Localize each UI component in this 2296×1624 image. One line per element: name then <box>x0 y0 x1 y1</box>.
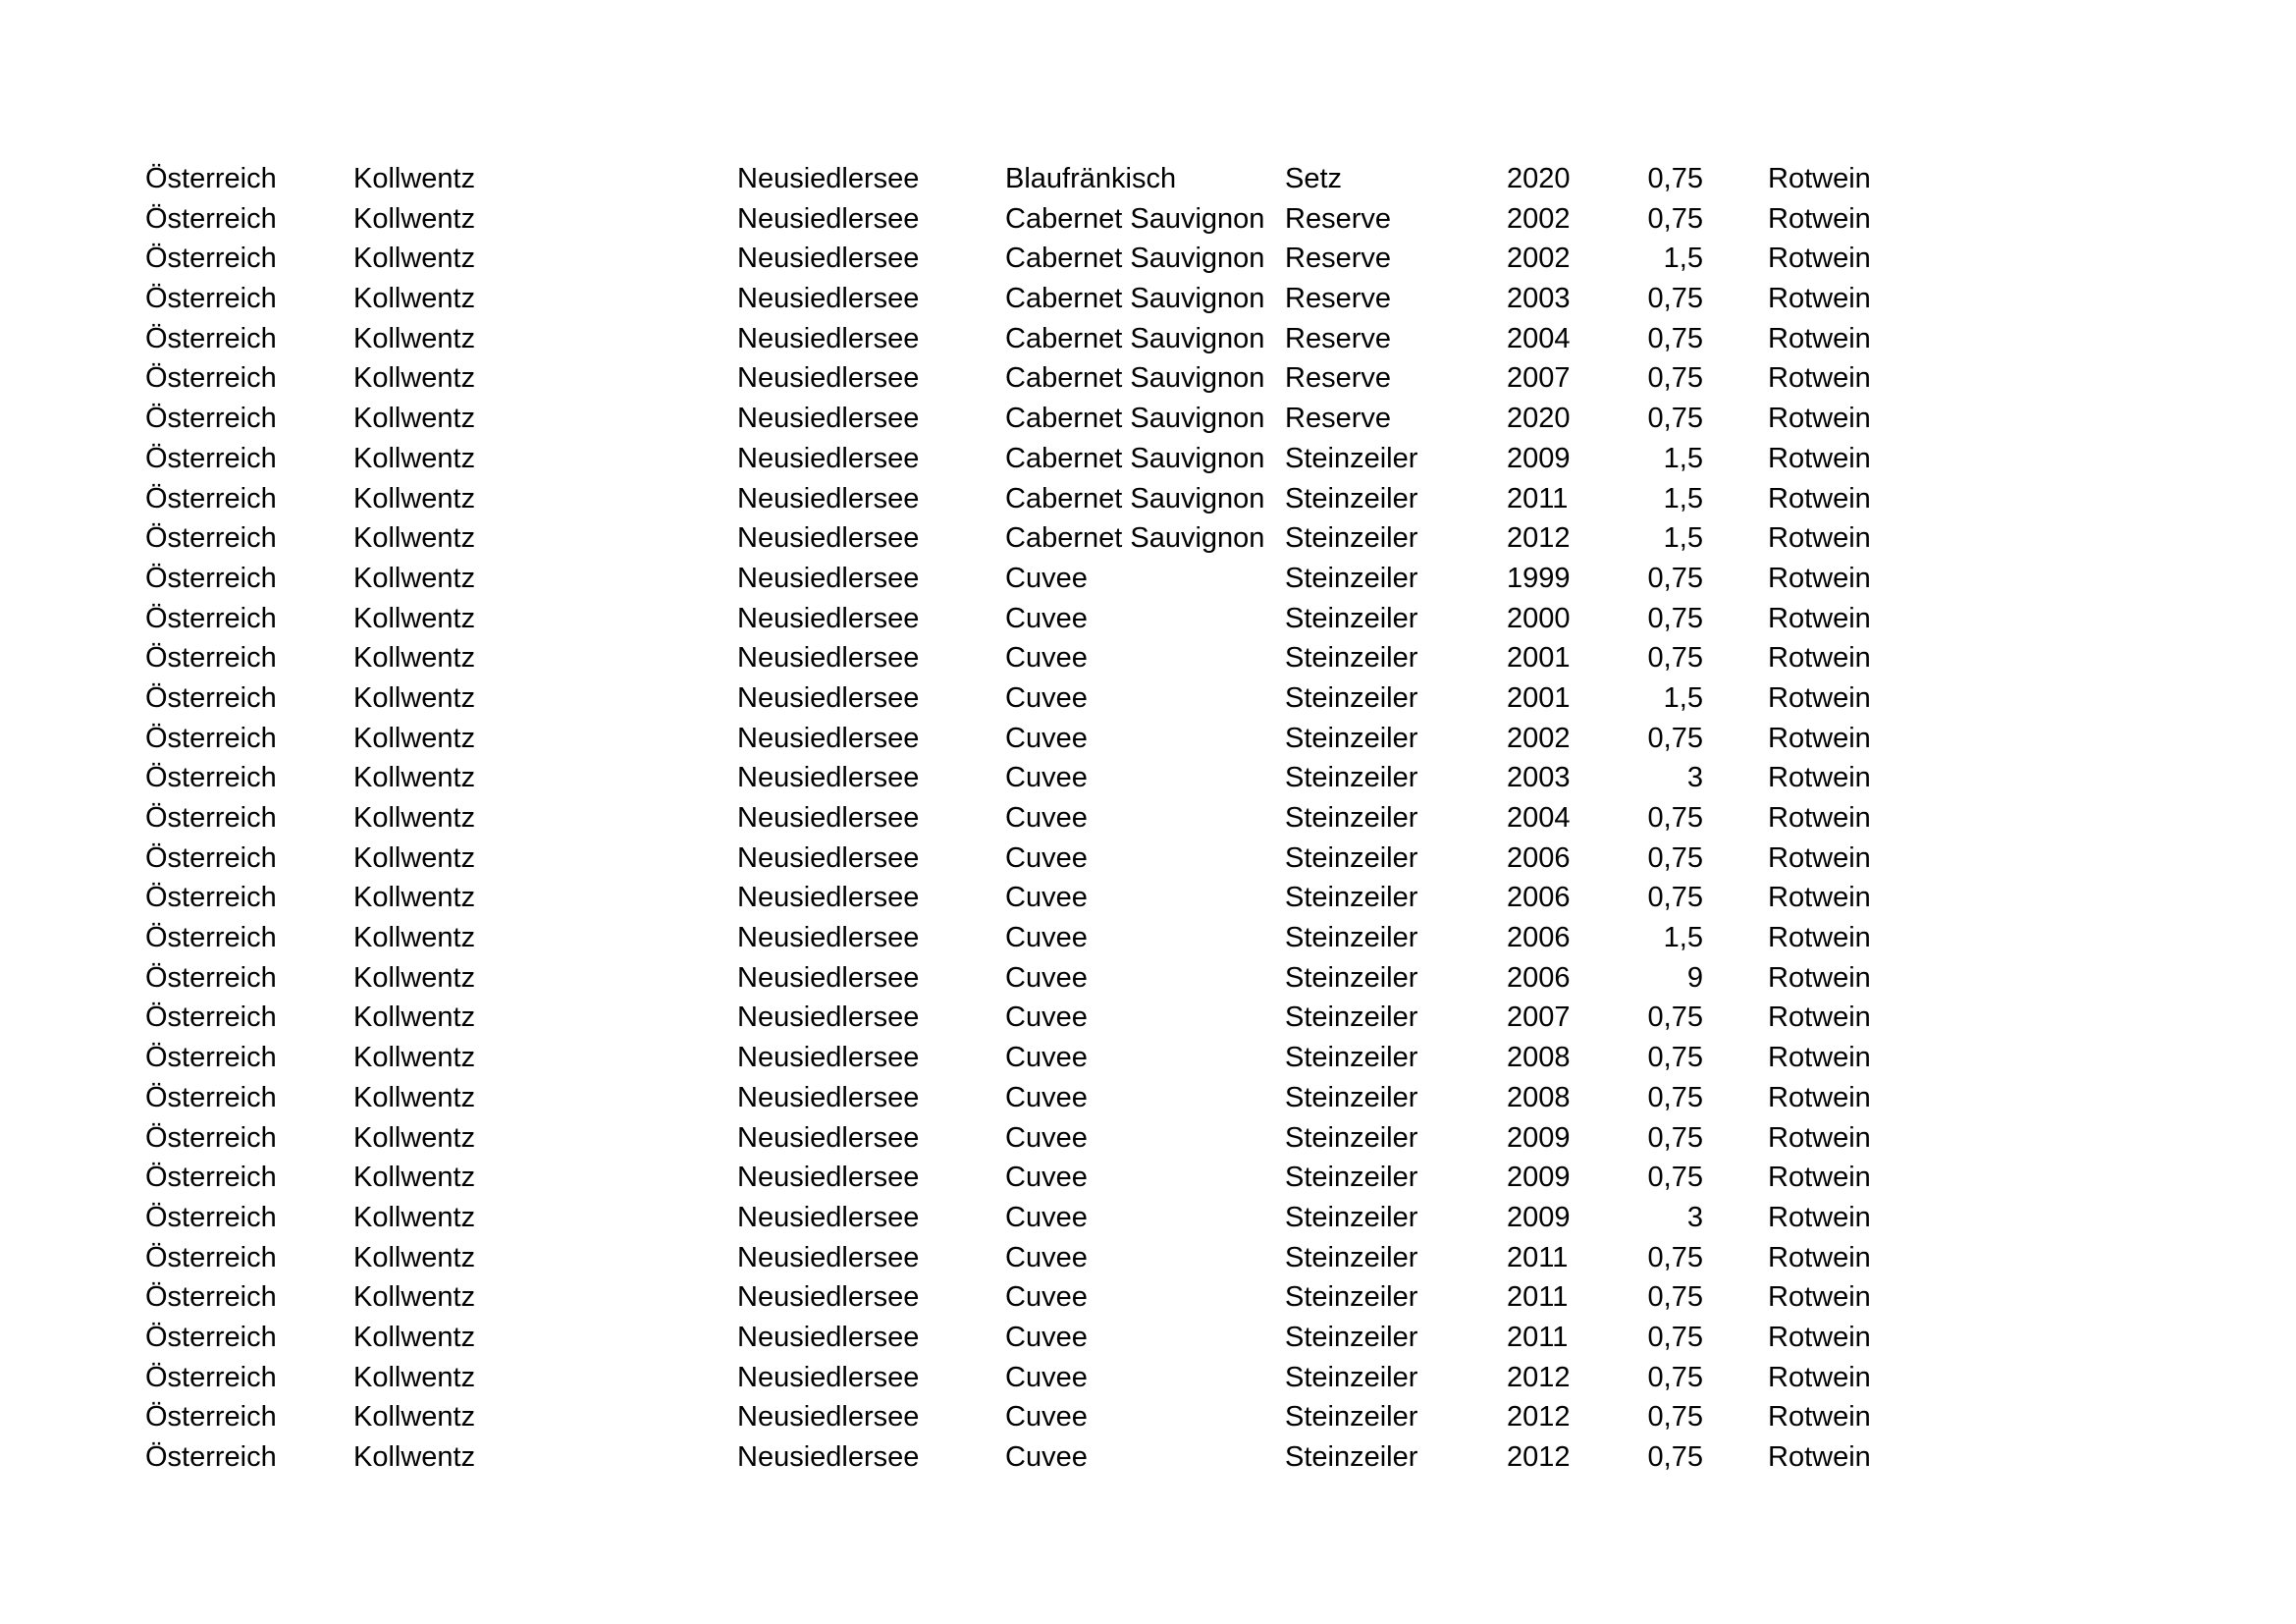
vintage-cell: 2012 <box>1507 1441 1571 1473</box>
bottle-size-cell: 0,75 <box>1647 722 1703 754</box>
producer-cell: Kollwentz <box>353 1241 476 1273</box>
region-cell: Neusiedlersee <box>737 722 920 754</box>
vintage-cell: 2020 <box>1507 163 1571 194</box>
region-cell: Neusiedlersee <box>737 1321 920 1353</box>
grape-cell: Cuvee <box>1005 1321 1088 1353</box>
wine-type-cell: Rotwein <box>1768 841 1871 874</box>
region-cell: Neusiedlersee <box>737 1001 920 1034</box>
table-row <box>0 1437 2296 1478</box>
country-cell: Österreich <box>145 602 277 634</box>
table-row <box>0 839 2296 879</box>
producer-cell: Kollwentz <box>353 562 476 594</box>
wine-type-cell: Rotwein <box>1768 882 1871 914</box>
table-row <box>0 1118 2296 1159</box>
wine-type-cell: Rotwein <box>1768 961 1871 994</box>
bottle-size-cell: 0,75 <box>1647 1081 1703 1113</box>
wine-name-cell: Steinzeiler <box>1285 961 1418 994</box>
table-row <box>0 399 2296 439</box>
vintage-cell: 2009 <box>1507 1121 1571 1154</box>
producer-cell: Kollwentz <box>353 681 476 714</box>
country-cell: Österreich <box>145 283 277 315</box>
region-cell: Neusiedlersee <box>737 1042 920 1074</box>
bottle-size-cell: 9 <box>1686 961 1703 994</box>
producer-cell: Kollwentz <box>353 1201 476 1233</box>
bottle-size-cell: 1,5 <box>1663 482 1703 514</box>
wine-type-cell: Rotwein <box>1768 1081 1871 1113</box>
wine-name-cell: Steinzeiler <box>1285 562 1418 594</box>
producer-cell: Kollwentz <box>353 322 476 354</box>
region-cell: Neusiedlersee <box>737 283 920 315</box>
country-cell: Österreich <box>145 1001 277 1034</box>
region-cell: Neusiedlersee <box>737 602 920 634</box>
producer-cell: Kollwentz <box>353 1001 476 1034</box>
country-cell: Österreich <box>145 163 277 194</box>
table-row <box>0 918 2296 958</box>
vintage-cell: 2009 <box>1507 1201 1571 1233</box>
bottle-size-cell: 0,75 <box>1647 163 1703 194</box>
table-row <box>0 1358 2296 1398</box>
wine-name-cell: Steinzeiler <box>1285 1361 1418 1393</box>
wine-type-cell: Rotwein <box>1768 1201 1871 1233</box>
region-cell: Neusiedlersee <box>737 1441 920 1473</box>
table-row <box>0 279 2296 319</box>
wine-type-cell: Rotwein <box>1768 722 1871 754</box>
bottle-size-cell: 1,5 <box>1663 522 1703 555</box>
region-cell: Neusiedlersee <box>737 522 920 555</box>
wine-name-cell: Steinzeiler <box>1285 762 1418 794</box>
grape-cell: Cuvee <box>1005 1081 1088 1113</box>
wine-name-cell: Steinzeiler <box>1285 1121 1418 1154</box>
bottle-size-cell: 0,75 <box>1647 562 1703 594</box>
wine-name-cell: Steinzeiler <box>1285 1042 1418 1074</box>
country-cell: Österreich <box>145 482 277 514</box>
grape-cell: Cuvee <box>1005 642 1088 675</box>
grape-cell: Cabernet Sauvignon <box>1005 202 1265 235</box>
region-cell: Neusiedlersee <box>737 362 920 395</box>
wine-name-cell: Steinzeiler <box>1285 722 1418 754</box>
table-row <box>0 719 2296 759</box>
country-cell: Österreich <box>145 1201 277 1233</box>
wine-type-cell: Rotwein <box>1768 1121 1871 1154</box>
vintage-cell: 2003 <box>1507 283 1571 315</box>
bottle-size-cell: 0,75 <box>1647 362 1703 395</box>
grape-cell: Cuvee <box>1005 922 1088 954</box>
grape-cell: Cuvee <box>1005 802 1088 834</box>
grape-cell: Cuvee <box>1005 1201 1088 1233</box>
table-row <box>0 958 2296 999</box>
bottle-size-cell: 1,5 <box>1663 922 1703 954</box>
country-cell: Österreich <box>145 442 277 474</box>
region-cell: Neusiedlersee <box>737 1401 920 1434</box>
grape-cell: Cuvee <box>1005 1361 1088 1393</box>
producer-cell: Kollwentz <box>353 1121 476 1154</box>
wine-name-cell: Steinzeiler <box>1285 841 1418 874</box>
producer-cell: Kollwentz <box>353 722 476 754</box>
region-cell: Neusiedlersee <box>737 482 920 514</box>
bottle-size-cell: 1,5 <box>1663 681 1703 714</box>
country-cell: Österreich <box>145 243 277 275</box>
producer-cell: Kollwentz <box>353 802 476 834</box>
vintage-cell: 2008 <box>1507 1081 1571 1113</box>
bottle-size-cell: 0,75 <box>1647 1241 1703 1273</box>
vintage-cell: 2000 <box>1507 602 1571 634</box>
bottle-size-cell: 0,75 <box>1647 202 1703 235</box>
grape-cell: Cuvee <box>1005 722 1088 754</box>
vintage-cell: 2006 <box>1507 922 1571 954</box>
bottle-size-cell: 0,75 <box>1647 802 1703 834</box>
region-cell: Neusiedlersee <box>737 442 920 474</box>
bottle-size-cell: 0,75 <box>1647 642 1703 675</box>
table-row <box>0 319 2296 359</box>
grape-cell: Cuvee <box>1005 1441 1088 1473</box>
wine-name-cell: Steinzeiler <box>1285 1441 1418 1473</box>
country-cell: Österreich <box>145 1081 277 1113</box>
producer-cell: Kollwentz <box>353 1281 476 1314</box>
producer-cell: Kollwentz <box>353 522 476 555</box>
wine-type-cell: Rotwein <box>1768 1401 1871 1434</box>
bottle-size-cell: 0,75 <box>1647 841 1703 874</box>
region-cell: Neusiedlersee <box>737 562 920 594</box>
country-cell: Österreich <box>145 1441 277 1473</box>
region-cell: Neusiedlersee <box>737 762 920 794</box>
producer-cell: Kollwentz <box>353 1321 476 1353</box>
wine-type-cell: Rotwein <box>1768 522 1871 555</box>
bottle-size-cell: 0,75 <box>1647 1042 1703 1074</box>
producer-cell: Kollwentz <box>353 961 476 994</box>
country-cell: Österreich <box>145 681 277 714</box>
vintage-cell: 2006 <box>1507 961 1571 994</box>
grape-cell: Cabernet Sauvignon <box>1005 403 1265 435</box>
wine-type-cell: Rotwein <box>1768 202 1871 235</box>
vintage-cell: 2012 <box>1507 522 1571 555</box>
bottle-size-cell: 0,75 <box>1647 283 1703 315</box>
country-cell: Österreich <box>145 403 277 435</box>
region-cell: Neusiedlersee <box>737 882 920 914</box>
vintage-cell: 2009 <box>1507 1162 1571 1194</box>
wine-type-cell: Rotwein <box>1768 802 1871 834</box>
producer-cell: Kollwentz <box>353 1042 476 1074</box>
grape-cell: Cabernet Sauvignon <box>1005 522 1265 555</box>
wine-name-cell: Steinzeiler <box>1285 1001 1418 1034</box>
region-cell: Neusiedlersee <box>737 841 920 874</box>
table-row <box>0 479 2296 519</box>
grape-cell: Cuvee <box>1005 961 1088 994</box>
wine-type-cell: Rotwein <box>1768 283 1871 315</box>
wine-type-cell: Rotwein <box>1768 922 1871 954</box>
vintage-cell: 2001 <box>1507 681 1571 714</box>
table-row <box>0 1238 2296 1278</box>
wine-name-cell: Steinzeiler <box>1285 681 1418 714</box>
bottle-size-cell: 0,75 <box>1647 403 1703 435</box>
country-cell: Österreich <box>145 841 277 874</box>
producer-cell: Kollwentz <box>353 202 476 235</box>
wine-type-cell: Rotwein <box>1768 1042 1871 1074</box>
country-cell: Österreich <box>145 202 277 235</box>
wine-type-cell: Rotwein <box>1768 681 1871 714</box>
vintage-cell: 2007 <box>1507 362 1571 395</box>
grape-cell: Cuvee <box>1005 681 1088 714</box>
vintage-cell: 2006 <box>1507 841 1571 874</box>
vintage-cell: 2003 <box>1507 762 1571 794</box>
region-cell: Neusiedlersee <box>737 163 920 194</box>
vintage-cell: 1999 <box>1507 562 1571 594</box>
country-cell: Österreich <box>145 322 277 354</box>
wine-type-cell: Rotwein <box>1768 562 1871 594</box>
table-row <box>0 1318 2296 1358</box>
wine-name-cell: Steinzeiler <box>1285 1281 1418 1314</box>
wine-name-cell: Setz <box>1285 163 1343 194</box>
country-cell: Österreich <box>145 802 277 834</box>
producer-cell: Kollwentz <box>353 882 476 914</box>
table-row <box>0 199 2296 240</box>
wine-list-table <box>0 159 2296 1478</box>
table-row <box>0 1397 2296 1437</box>
producer-cell: Kollwentz <box>353 1441 476 1473</box>
grape-cell: Cuvee <box>1005 1401 1088 1434</box>
region-cell: Neusiedlersee <box>737 243 920 275</box>
table-row <box>0 638 2296 678</box>
wine-name-cell: Steinzeiler <box>1285 442 1418 474</box>
producer-cell: Kollwentz <box>353 163 476 194</box>
bottle-size-cell: 0,75 <box>1647 1441 1703 1473</box>
vintage-cell: 2011 <box>1507 1281 1569 1314</box>
bottle-size-cell: 0,75 <box>1647 1162 1703 1194</box>
table-row <box>0 798 2296 839</box>
bottle-size-cell: 0,75 <box>1647 882 1703 914</box>
country-cell: Österreich <box>145 1281 277 1314</box>
table-row <box>0 439 2296 479</box>
wine-name-cell: Steinzeiler <box>1285 1162 1418 1194</box>
wine-name-cell: Reserve <box>1285 202 1391 235</box>
region-cell: Neusiedlersee <box>737 1281 920 1314</box>
country-cell: Österreich <box>145 1121 277 1154</box>
wine-type-cell: Rotwein <box>1768 1241 1871 1273</box>
grape-cell: Cabernet Sauvignon <box>1005 442 1265 474</box>
region-cell: Neusiedlersee <box>737 961 920 994</box>
table-row <box>0 1198 2296 1238</box>
wine-name-cell: Steinzeiler <box>1285 602 1418 634</box>
grape-cell: Cabernet Sauvignon <box>1005 243 1265 275</box>
country-cell: Österreich <box>145 1321 277 1353</box>
table-row <box>0 998 2296 1038</box>
table-row <box>0 1277 2296 1318</box>
country-cell: Österreich <box>145 722 277 754</box>
producer-cell: Kollwentz <box>353 482 476 514</box>
table-row <box>0 599 2296 639</box>
table-row <box>0 239 2296 279</box>
wine-name-cell: Steinzeiler <box>1285 1241 1418 1273</box>
producer-cell: Kollwentz <box>353 1361 476 1393</box>
table-row <box>0 878 2296 918</box>
grape-cell: Cuvee <box>1005 841 1088 874</box>
vintage-cell: 2012 <box>1507 1401 1571 1434</box>
wine-type-cell: Rotwein <box>1768 243 1871 275</box>
producer-cell: Kollwentz <box>353 442 476 474</box>
bottle-size-cell: 0,75 <box>1647 1121 1703 1154</box>
vintage-cell: 2002 <box>1507 722 1571 754</box>
wine-type-cell: Rotwein <box>1768 1001 1871 1034</box>
producer-cell: Kollwentz <box>353 362 476 395</box>
wine-type-cell: Rotwein <box>1768 1281 1871 1314</box>
bottle-size-cell: 0,75 <box>1647 602 1703 634</box>
wine-name-cell: Steinzeiler <box>1285 1401 1418 1434</box>
wine-type-cell: Rotwein <box>1768 362 1871 395</box>
country-cell: Österreich <box>145 642 277 675</box>
vintage-cell: 2002 <box>1507 202 1571 235</box>
producer-cell: Kollwentz <box>353 403 476 435</box>
producer-cell: Kollwentz <box>353 243 476 275</box>
bottle-size-cell: 1,5 <box>1663 442 1703 474</box>
bottle-size-cell: 0,75 <box>1647 1001 1703 1034</box>
producer-cell: Kollwentz <box>353 922 476 954</box>
table-row <box>0 159 2296 199</box>
wine-type-cell: Rotwein <box>1768 1441 1871 1473</box>
vintage-cell: 2004 <box>1507 802 1571 834</box>
table-row <box>0 758 2296 798</box>
grape-cell: Cabernet Sauvignon <box>1005 362 1265 395</box>
region-cell: Neusiedlersee <box>737 1361 920 1393</box>
wine-type-cell: Rotwein <box>1768 482 1871 514</box>
region-cell: Neusiedlersee <box>737 1162 920 1194</box>
bottle-size-cell: 0,75 <box>1647 1401 1703 1434</box>
vintage-cell: 2007 <box>1507 1001 1571 1034</box>
region-cell: Neusiedlersee <box>737 1241 920 1273</box>
grape-cell: Cabernet Sauvignon <box>1005 283 1265 315</box>
region-cell: Neusiedlersee <box>737 922 920 954</box>
bottle-size-cell: 1,5 <box>1663 243 1703 275</box>
country-cell: Österreich <box>145 1162 277 1194</box>
table-row <box>0 678 2296 719</box>
country-cell: Österreich <box>145 882 277 914</box>
region-cell: Neusiedlersee <box>737 403 920 435</box>
region-cell: Neusiedlersee <box>737 202 920 235</box>
country-cell: Österreich <box>145 762 277 794</box>
vintage-cell: 2008 <box>1507 1042 1571 1074</box>
wine-type-cell: Rotwein <box>1768 642 1871 675</box>
grape-cell: Cuvee <box>1005 762 1088 794</box>
wine-name-cell: Steinzeiler <box>1285 1081 1418 1113</box>
producer-cell: Kollwentz <box>353 602 476 634</box>
country-cell: Österreich <box>145 562 277 594</box>
table-row <box>0 559 2296 599</box>
vintage-cell: 2004 <box>1507 322 1571 354</box>
vintage-cell: 2011 <box>1507 482 1569 514</box>
grape-cell: Cuvee <box>1005 1042 1088 1074</box>
wine-type-cell: Rotwein <box>1768 602 1871 634</box>
wine-name-cell: Steinzeiler <box>1285 522 1418 555</box>
wine-name-cell: Reserve <box>1285 243 1391 275</box>
region-cell: Neusiedlersee <box>737 322 920 354</box>
producer-cell: Kollwentz <box>353 762 476 794</box>
grape-cell: Cuvee <box>1005 1281 1088 1314</box>
bottle-size-cell: 0,75 <box>1647 1281 1703 1314</box>
wine-name-cell: Steinzeiler <box>1285 642 1418 675</box>
wine-name-cell: Reserve <box>1285 403 1391 435</box>
vintage-cell: 2002 <box>1507 243 1571 275</box>
bottle-size-cell: 3 <box>1686 762 1703 794</box>
table-row <box>0 1158 2296 1198</box>
wine-name-cell: Steinzeiler <box>1285 922 1418 954</box>
producer-cell: Kollwentz <box>353 642 476 675</box>
wine-name-cell: Steinzeiler <box>1285 482 1418 514</box>
vintage-cell: 2011 <box>1507 1321 1569 1353</box>
grape-cell: Cuvee <box>1005 602 1088 634</box>
country-cell: Österreich <box>145 922 277 954</box>
producer-cell: Kollwentz <box>353 283 476 315</box>
region-cell: Neusiedlersee <box>737 802 920 834</box>
country-cell: Österreich <box>145 1042 277 1074</box>
table-row <box>0 1038 2296 1078</box>
region-cell: Neusiedlersee <box>737 1081 920 1113</box>
wine-name-cell: Reserve <box>1285 283 1391 315</box>
grape-cell: Cabernet Sauvignon <box>1005 482 1265 514</box>
wine-name-cell: Steinzeiler <box>1285 882 1418 914</box>
wine-type-cell: Rotwein <box>1768 762 1871 794</box>
grape-cell: Cuvee <box>1005 1241 1088 1273</box>
wine-type-cell: Rotwein <box>1768 1321 1871 1353</box>
wine-name-cell: Reserve <box>1285 322 1391 354</box>
grape-cell: Cuvee <box>1005 1001 1088 1034</box>
grape-cell: Cuvee <box>1005 1121 1088 1154</box>
grape-cell: Cuvee <box>1005 882 1088 914</box>
bottle-size-cell: 3 <box>1686 1201 1703 1233</box>
producer-cell: Kollwentz <box>353 1081 476 1113</box>
vintage-cell: 2020 <box>1507 403 1571 435</box>
table-row <box>0 358 2296 399</box>
wine-type-cell: Rotwein <box>1768 1162 1871 1194</box>
region-cell: Neusiedlersee <box>737 642 920 675</box>
wine-type-cell: Rotwein <box>1768 1361 1871 1393</box>
country-cell: Österreich <box>145 1401 277 1434</box>
region-cell: Neusiedlersee <box>737 1201 920 1233</box>
producer-cell: Kollwentz <box>353 1401 476 1434</box>
country-cell: Österreich <box>145 1361 277 1393</box>
bottle-size-cell: 0,75 <box>1647 1321 1703 1353</box>
grape-cell: Cuvee <box>1005 562 1088 594</box>
vintage-cell: 2009 <box>1507 442 1571 474</box>
region-cell: Neusiedlersee <box>737 681 920 714</box>
region-cell: Neusiedlersee <box>737 1121 920 1154</box>
vintage-cell: 2006 <box>1507 882 1571 914</box>
vintage-cell: 2011 <box>1507 1241 1569 1273</box>
bottle-size-cell: 0,75 <box>1647 1361 1703 1393</box>
country-cell: Österreich <box>145 362 277 395</box>
wine-type-cell: Rotwein <box>1768 322 1871 354</box>
vintage-cell: 2012 <box>1507 1361 1571 1393</box>
wine-type-cell: Rotwein <box>1768 163 1871 194</box>
grape-cell: Cuvee <box>1005 1162 1088 1194</box>
vintage-cell: 2001 <box>1507 642 1571 675</box>
country-cell: Österreich <box>145 961 277 994</box>
bottle-size-cell: 0,75 <box>1647 322 1703 354</box>
table-row <box>0 1078 2296 1118</box>
wine-type-cell: Rotwein <box>1768 403 1871 435</box>
country-cell: Österreich <box>145 1241 277 1273</box>
grape-cell: Blaufränkisch <box>1005 163 1177 194</box>
wine-name-cell: Steinzeiler <box>1285 1201 1418 1233</box>
wine-name-cell: Steinzeiler <box>1285 802 1418 834</box>
wine-name-cell: Reserve <box>1285 362 1391 395</box>
producer-cell: Kollwentz <box>353 1162 476 1194</box>
producer-cell: Kollwentz <box>353 841 476 874</box>
table-row <box>0 518 2296 559</box>
wine-type-cell: Rotwein <box>1768 442 1871 474</box>
country-cell: Österreich <box>145 522 277 555</box>
wine-name-cell: Steinzeiler <box>1285 1321 1418 1353</box>
grape-cell: Cabernet Sauvignon <box>1005 322 1265 354</box>
